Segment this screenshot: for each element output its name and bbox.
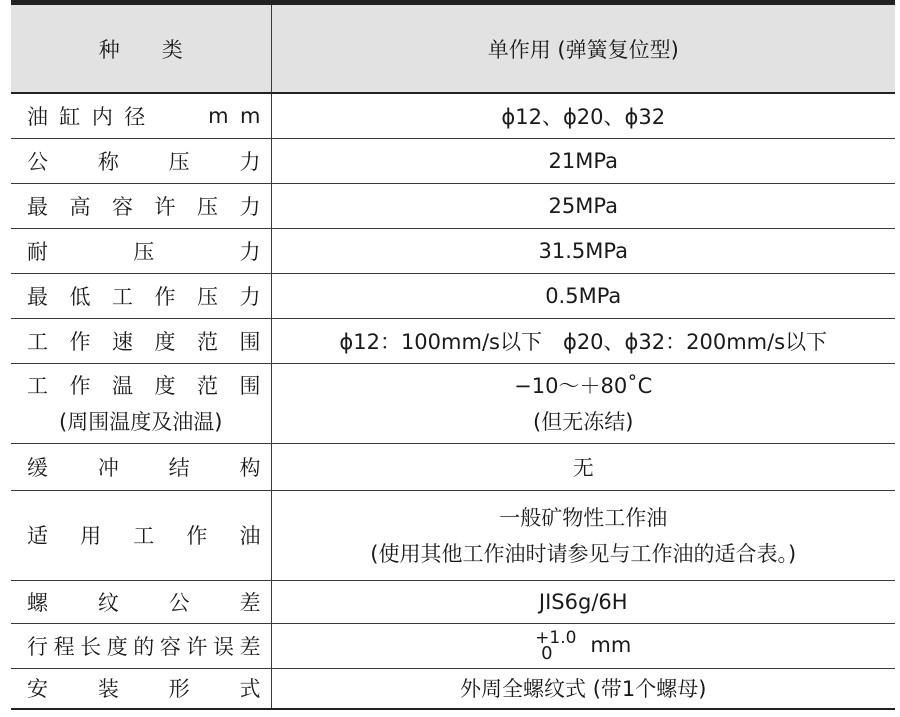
row-value-sub: (使用其他工作油时请参见与工作油的适合表。) — [370, 542, 797, 566]
tolerance-upper: +1.0 — [535, 627, 577, 648]
table-row: 螺 纹 公 差 JIS6g/6H — [11, 580, 895, 623]
table-row: 安 装 形 式 外周全螺纹式 (带1个螺母) — [11, 668, 895, 709]
row-value: 21MPa — [271, 138, 895, 183]
header-type: 种 类 — [11, 3, 271, 94]
row-value: 25MPa — [271, 183, 895, 228]
row-value: 无 — [271, 443, 895, 490]
table-row: 适 用 工 作 油 一般矿物性工作油 (使用其他工作油时请参见与工作油的适合表。) — [11, 490, 895, 580]
table-header-row — [11, 3, 895, 94]
table-row — [11, 93, 895, 138]
row-key-sub: (周围温度及油温) — [59, 410, 223, 434]
row-value: 一般矿物性工作油 — [499, 506, 668, 530]
table-row: 工 作 温 度 范 围 (周围温度及油温) −10～＋80˚C (但无冻结) — [11, 363, 895, 443]
row-value: JIS6g/6H — [271, 580, 895, 623]
table-row: 公 称 压 力 21MPa — [11, 138, 895, 183]
spec-table — [11, 0, 895, 710]
header-single-acting: 单作用 (弹簧复位型) — [271, 3, 895, 94]
table-row: 最 低 工 作 压 力 0.5MPa — [11, 273, 895, 318]
table-row: 缓 冲 结 构 无 — [11, 443, 895, 490]
tolerance — [535, 627, 577, 664]
table-row: 工 作 速 度 范 围 ϕ12：100mm/s以下 ϕ20、ϕ32：200mm/s以下 — [11, 318, 895, 363]
row-value-sub: (但无冻结) — [533, 410, 634, 434]
table-row: 最 高 容 许 压 力 25MPa — [11, 183, 895, 228]
tolerance-lower: 0 — [541, 642, 553, 664]
row-value: −10～＋80˚C — [514, 374, 653, 398]
row-value: mm — [590, 632, 632, 657]
row-value: 0.5MPa — [271, 273, 895, 318]
table-row: 耐 压 力 31.5MPa — [11, 228, 895, 273]
table-row: 行 程 长 度 的 容 许 误 差 +1.0 0 mm — [11, 623, 895, 668]
row-value: 31.5MPa — [271, 228, 895, 273]
row-value: 外周全螺纹式 (带1个螺母) — [271, 668, 895, 709]
row-value: ϕ12：100mm/s以下 ϕ20、ϕ32：200mm/s以下 — [271, 318, 895, 363]
row-value: ϕ12、ϕ20、ϕ32 — [271, 93, 895, 138]
row-key: 油 缸 内 径 m m — [11, 93, 271, 138]
